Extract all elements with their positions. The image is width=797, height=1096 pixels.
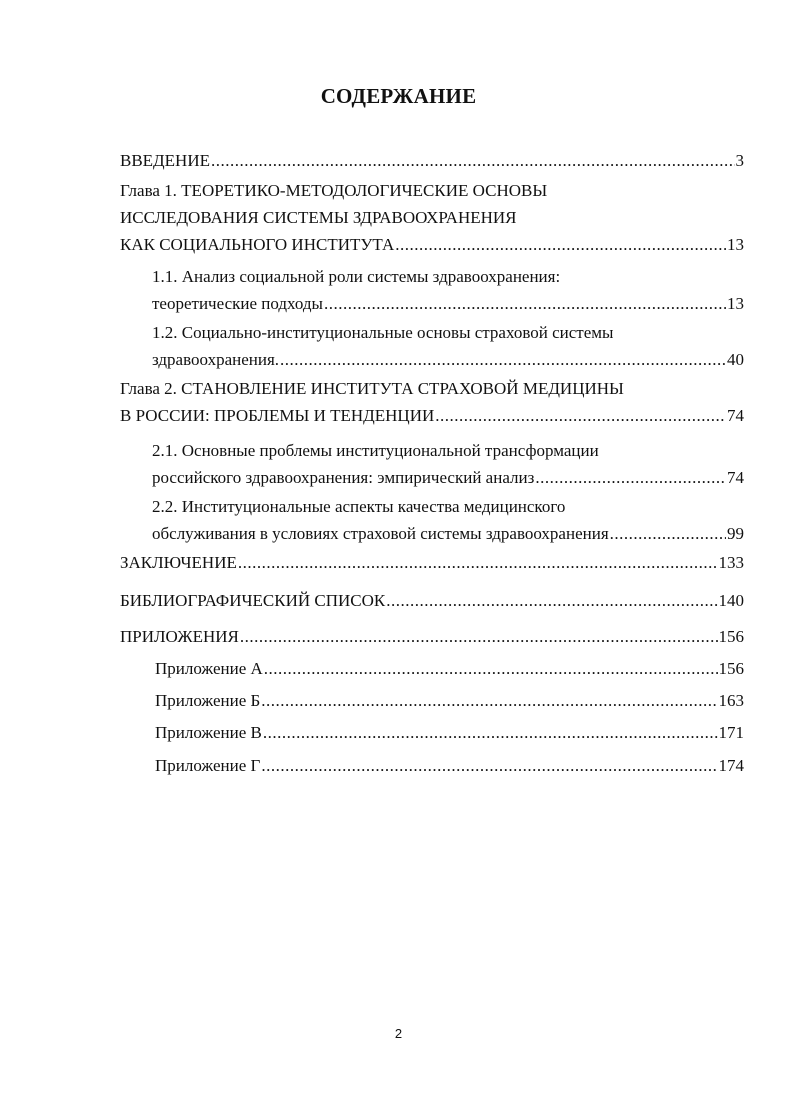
dot-leader xyxy=(386,587,717,614)
toc-entry-text: здравоохранения. xyxy=(152,350,280,369)
toc-page-number: 171 xyxy=(718,723,744,742)
toc-entry-text: ПРИЛОЖЕНИЯ xyxy=(120,627,239,646)
dot-leader xyxy=(610,520,726,547)
toc-entry-text: ЗАКЛЮЧЕНИЕ xyxy=(120,553,237,572)
toc-entry-bibliography xyxy=(120,587,744,614)
toc-page-number: 74 xyxy=(727,406,744,425)
dot-leader xyxy=(264,655,718,682)
toc-entry-chapter-1 xyxy=(120,177,744,258)
dot-leader xyxy=(435,402,726,429)
toc-page-number: 3 xyxy=(735,151,744,170)
toc-entry-text: 2.2. Институциональные аспекты качества медицинского xyxy=(152,497,566,516)
toc-page-number: 13 xyxy=(727,294,744,313)
toc-page-number: 133 xyxy=(718,553,744,572)
toc-entry-text: В РОССИИ: ПРОБЛЕМЫ И ТЕНДЕНЦИИ xyxy=(120,406,435,425)
toc-page-number: 156 xyxy=(718,627,744,646)
dot-leader xyxy=(261,687,717,714)
toc-page-number: 74 xyxy=(727,468,744,487)
dot-leader xyxy=(240,623,718,650)
toc-entry-text: 1.2. Социально-институциональные основы страховой системы xyxy=(152,323,614,342)
toc-entry-text: БИБЛИОГРАФИЧЕСКИЙ СПИСОК xyxy=(120,591,386,610)
toc-page-number: 140 xyxy=(718,591,744,610)
toc-entry-appendices xyxy=(120,623,744,650)
page-title: СОДЕРЖАНИЕ xyxy=(320,84,477,108)
toc-entry-appendix-v xyxy=(155,719,744,746)
dot-leader xyxy=(238,549,718,576)
toc-page-number: 163 xyxy=(718,691,744,710)
page-number: 2 xyxy=(394,1026,403,1041)
toc-entry-section-2-2 xyxy=(152,493,744,547)
toc-entry-chapter-2 xyxy=(120,375,744,429)
toc-entry-appendix-b xyxy=(155,687,744,714)
dot-leader xyxy=(280,346,726,373)
toc-entry-text: 1.1. Анализ социальной роли системы здравоохранения: xyxy=(152,267,561,286)
toc-entry-section-2-1 xyxy=(152,437,744,491)
toc-entry-text: Приложение А xyxy=(155,659,263,678)
dot-leader xyxy=(211,147,735,174)
toc-entry-text: ВВЕДЕНИЕ xyxy=(120,151,210,170)
toc-entry-appendix-g xyxy=(155,752,744,779)
dot-leader xyxy=(261,752,717,779)
toc-entry-conclusion xyxy=(120,549,744,576)
toc-page-number: 13 xyxy=(727,235,744,254)
toc-entry-text: Приложение В xyxy=(155,723,262,742)
dot-leader xyxy=(324,290,726,317)
toc-page-number: 99 xyxy=(727,524,744,543)
dot-leader xyxy=(263,719,718,746)
toc-entry-section-1-2 xyxy=(152,319,744,373)
toc-entry-intro xyxy=(120,147,744,174)
toc-page-number: 156 xyxy=(718,659,744,678)
toc-entry-text: Приложение Г xyxy=(155,756,261,775)
toc-entry-text: Приложение Б xyxy=(155,691,261,710)
toc-entry-text: теоретические подходы xyxy=(152,294,323,313)
toc-entry-text: ИССЛЕДОВАНИЯ СИСТЕМЫ ЗДРАВООХРАНЕНИЯ xyxy=(120,208,517,227)
toc-entry-text: КАК СОЦИАЛЬНОГО ИНСТИТУТА xyxy=(120,235,395,254)
toc-entry-section-1-1 xyxy=(152,263,744,317)
toc-entry-text: российского здравоохранения: эмпирический анализ xyxy=(152,468,535,487)
toc-entry-text: обслуживания в условиях страховой системы здравоохранения xyxy=(152,524,609,543)
dot-leader xyxy=(535,464,726,491)
dot-leader xyxy=(395,231,726,258)
toc-page-number: 40 xyxy=(727,350,744,369)
toc-entry-text: Глава 1. ТЕОРЕТИКО-МЕТОДОЛОГИЧЕСКИЕ ОСНОВЫ xyxy=(120,181,548,200)
toc-page-number: 174 xyxy=(718,756,744,775)
toc-entry-appendix-a xyxy=(155,655,744,682)
toc-entry-text: 2.1. Основные проблемы институциональной трансформации xyxy=(152,441,599,460)
toc-entry-text: Глава 2. СТАНОВЛЕНИЕ ИНСТИТУТА СТРАХОВОЙ МЕДИЦИНЫ xyxy=(120,379,624,398)
